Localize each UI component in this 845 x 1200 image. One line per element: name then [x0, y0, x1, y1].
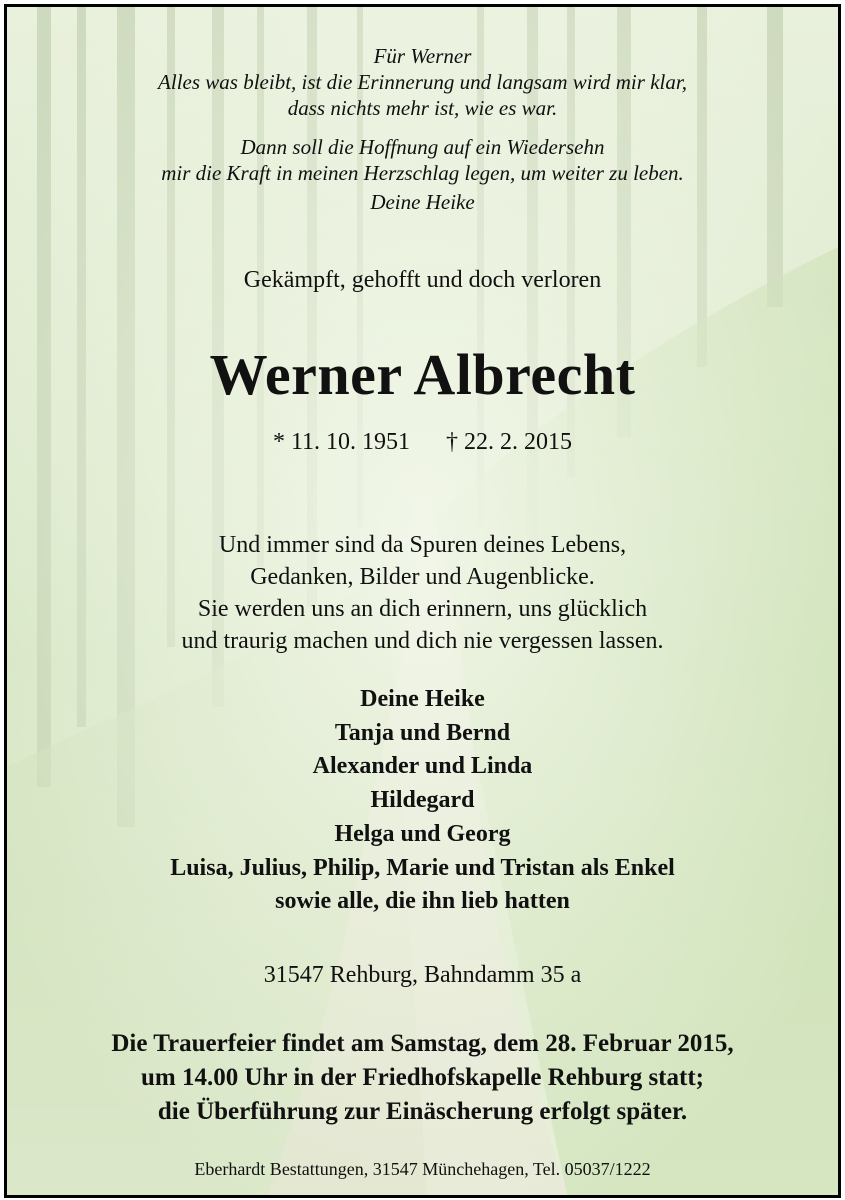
verse-line: Und immer sind da Spuren deines Lebens, [218, 532, 627, 558]
funeral-notice-line: die Überführung zur Einäscherung erfolgt später. [157, 1098, 688, 1125]
funeral-notice-line: Die Trauerfeier findet am Samstag, dem 28. Februar 2015, [111, 1030, 734, 1057]
funeral-notice-line: um 14.00 Uhr in der Friedhofskapelle Rehburg statt; [141, 1064, 704, 1091]
birth-date: * 11. 10. 1951 [272, 429, 411, 455]
mourner: Helga und Georg [334, 821, 511, 847]
death-date: † 22. 2. 2015 [446, 429, 573, 455]
obituary-card [4, 4, 841, 1198]
verse-line: Gedanken, Bilder und Augenblicke. [250, 564, 595, 590]
verse-line: Sie werden uns an dich erinnern, uns glücklich [197, 596, 648, 622]
poem-signature: Deine Heike [370, 190, 475, 214]
mourner: Luisa, Julius, Philip, Marie und Tristan als Enkel [170, 855, 675, 881]
deceased-name: Werner Albrecht [209, 342, 636, 407]
slogan: Gekämpft, gehofft und doch verloren [243, 267, 602, 293]
mourner: Alexander und Linda [312, 753, 533, 779]
poem-line: dass nichts mehr ist, wie es war. [287, 96, 558, 120]
family-address: 31547 Rehburg, Bahndamm 35 a [263, 962, 582, 988]
mourner: sowie alle, die ihn lieb hatten [275, 888, 570, 914]
poem-line: mir die Kraft in meinen Herzschlag legen, um weiter zu leben. [161, 161, 684, 185]
mourner: Hildegard [370, 787, 475, 813]
mourner: Tanja und Bernd [334, 720, 511, 746]
mourner: Deine Heike [360, 686, 485, 712]
funeral-home-footer: Eberhardt Bestattungen, 31547 Münchehagen, Tel. 05037/1222 [194, 1159, 651, 1179]
life-dates [7, 429, 838, 456]
obituary-content [7, 7, 838, 1195]
poem-line: Alles was bleibt, ist die Erinnerung und langsam wird mir klar, [158, 70, 687, 94]
verse-line: und traurig machen und dich nie vergessen lassen. [181, 628, 664, 654]
poem-line: Dann soll die Hoffnung auf ein Wiedersehn [240, 135, 605, 159]
poem-line: Für Werner [373, 44, 472, 68]
